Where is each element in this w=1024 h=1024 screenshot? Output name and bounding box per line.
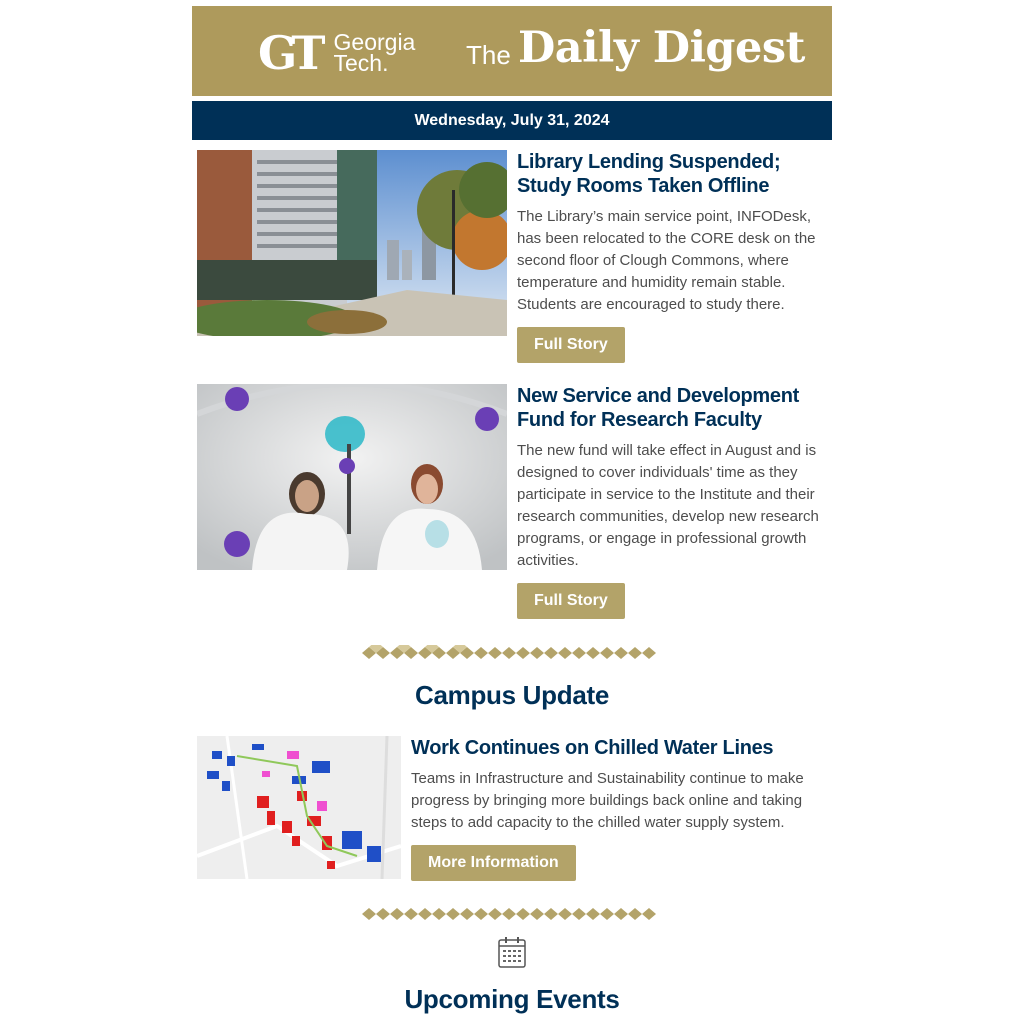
- title-prefix: The: [466, 40, 511, 70]
- story-summary: The Library’s main service point, INFODesk, has been relocated to the CORE desk on the second floor of Clough Commons, where temperature and humidity remain stable. Students are encouraged to study there.: [517, 208, 816, 313]
- story-headline[interactable]: Work Continues on Chilled Water Lines: [411, 737, 774, 759]
- full-story-button[interactable]: Full Story: [517, 583, 625, 619]
- full-story-button[interactable]: Full Story: [517, 327, 625, 363]
- date-bar: Wednesday, July 31, 2024: [192, 101, 832, 140]
- gt-logo-mark: GT: [258, 26, 320, 80]
- masthead: [192, 6, 832, 96]
- researchers-lab-photo[interactable]: [197, 384, 507, 570]
- campus-update-heading: Campus Update: [414, 680, 610, 710]
- upcoming-events-heading: Upcoming Events: [404, 984, 620, 1014]
- logo-line-tech: Tech.: [333, 50, 389, 76]
- story-chilled-water: [197, 736, 827, 886]
- story-summary: The new fund will take effect in August and is designed to cover individuals' time as they participate in service to the Institute and their research communities, develop new research programs, or engage in professional growth activities.: [517, 442, 819, 569]
- newsletter-title: Daily Digest: [518, 23, 805, 73]
- gold-diamond-divider: [362, 645, 662, 661]
- logo-line-georgia: Georgia: [333, 29, 416, 55]
- campus-map-image[interactable]: [197, 736, 401, 879]
- library-building-photo[interactable]: [197, 150, 507, 336]
- gold-diamond-divider: [362, 906, 662, 922]
- story-summary: Teams in Infrastructure and Sustainability continue to make progress by bringing more buildings back online and taking steps to add capacity to the chilled water supply system.: [411, 770, 804, 831]
- more-information-button[interactable]: More Information: [411, 845, 576, 881]
- georgia-tech-logo[interactable]: [258, 26, 416, 80]
- story-library: [197, 150, 827, 370]
- newsletter: [192, 6, 832, 140]
- story-research-fund: [197, 384, 827, 624]
- calendar-icon: [498, 936, 526, 968]
- story-headline[interactable]: New Service and Development Fund for Research Faculty: [517, 385, 800, 431]
- story-headline[interactable]: Library Lending Suspended; Study Rooms Taken Offline: [517, 151, 781, 197]
